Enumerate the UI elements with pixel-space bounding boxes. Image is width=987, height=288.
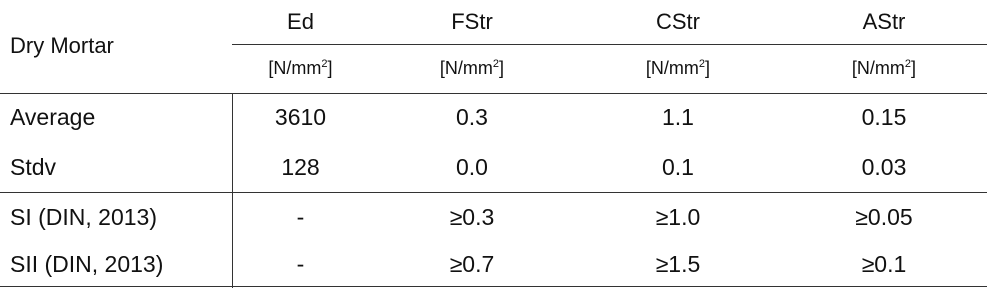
column-header-cstr: CStr — [656, 9, 700, 34]
cell-cstr: 1.1 — [662, 103, 694, 130]
cell-ed: - — [296, 251, 305, 277]
cell-astr: 0.03 — [861, 153, 907, 180]
cell-ed: 128 — [281, 153, 320, 180]
cell-astr: ≥0.1 — [861, 251, 907, 277]
column-header-ed: Ed — [287, 9, 314, 34]
table-row-stdv — [0, 142, 987, 192]
cell-fstr: 0.0 — [456, 153, 488, 180]
cell-fstr: ≥0.7 — [449, 251, 495, 277]
table-row-average — [0, 92, 987, 142]
bottom-rule — [0, 286, 987, 287]
cell-fstr: 0.3 — [456, 103, 488, 130]
row-label: Average — [10, 103, 96, 130]
cell-ed: - — [296, 203, 305, 230]
header-rule — [232, 44, 987, 45]
cell-cstr: ≥1.5 — [655, 251, 701, 277]
unit-ed: $[N/mm^2]$ — [268, 57, 333, 78]
cell-cstr: 0.1 — [662, 153, 694, 180]
table-row-sii — [0, 242, 987, 287]
cell-fstr: ≥0.3 — [449, 203, 495, 230]
cell-astr: 0.15 — [861, 103, 907, 130]
row-label: Stdv — [10, 153, 57, 180]
cell-cstr: ≥1.0 — [655, 203, 701, 230]
row-header-dry-mortar: Dry Mortar — [10, 33, 114, 58]
column-header-astr: AStr — [862, 9, 906, 34]
unit-cstr: $[N/mm^2]$ — [645, 57, 711, 78]
label-divider — [232, 93, 233, 288]
header-bottom-rule — [0, 93, 987, 94]
row-label: SII (DIN, 2013) — [10, 251, 164, 277]
unit-fstr: $[N/mm^2]$ — [439, 57, 505, 78]
cell-astr: ≥0.05 — [855, 203, 913, 230]
middle-rule — [0, 192, 987, 193]
table-row-si — [0, 192, 987, 242]
row-label: SI (DIN, 2013) — [10, 203, 157, 230]
cell-ed: 3610 — [274, 103, 327, 130]
table-header-row — [0, 0, 987, 44]
column-header-fstr: FStr — [451, 9, 493, 34]
unit-astr: $[N/mm^2]$ — [851, 57, 917, 78]
